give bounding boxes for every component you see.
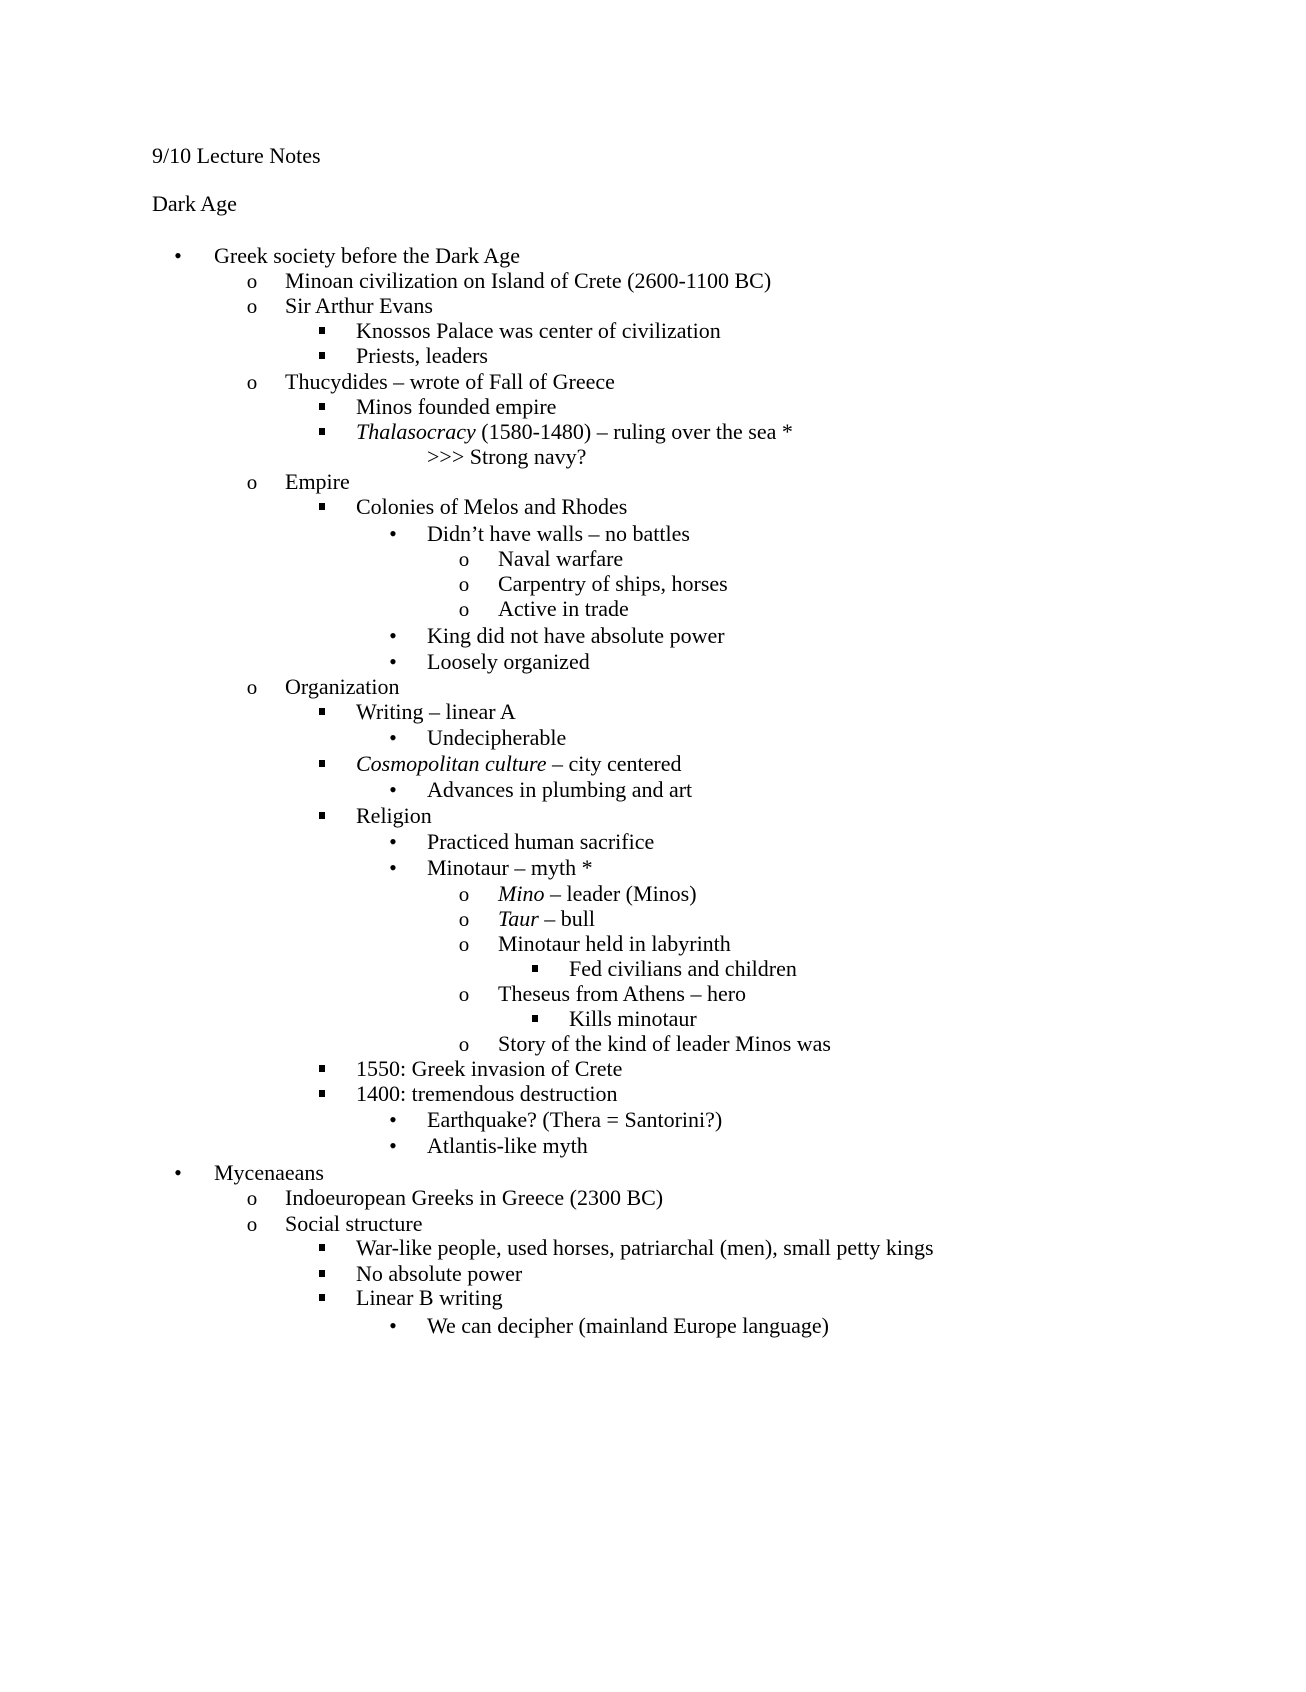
outline-item-text: Sir Arthur Evans: [285, 293, 433, 318]
outline-item-text: Minotaur – myth *: [427, 855, 593, 880]
bullet-circle-icon: o: [246, 294, 258, 318]
bullet-square-icon: [312, 803, 332, 829]
italic-term: Thalasocracy: [356, 419, 476, 444]
bullet-dot-icon: •: [389, 777, 397, 802]
outline-item-text: Advances in plumbing and art: [427, 777, 693, 802]
bullet-dot-icon: •: [389, 725, 397, 750]
bullet-circle-icon: o: [246, 1186, 258, 1210]
italic-term: Taur: [498, 906, 539, 931]
bullet-square-icon: [312, 1285, 332, 1311]
bullet-circle-icon: o: [458, 597, 470, 621]
bullet-square-icon: [312, 1056, 332, 1082]
outline-item-text: Priests, leaders: [356, 343, 488, 368]
outline-item-text: Earthquake? (Thera = Santorini?): [427, 1107, 723, 1132]
outline-item-text: 1400: tremendous destruction: [356, 1081, 618, 1106]
bullet-dot-icon: •: [389, 1313, 397, 1338]
outline-item-text: Religion: [356, 803, 432, 828]
italic-term: Mino: [498, 881, 545, 906]
bullet-dot-icon: •: [389, 521, 397, 546]
bullet-square-icon: [525, 1006, 545, 1032]
outline-item-text: Theseus from Athens – hero: [498, 981, 747, 1006]
section-heading: Dark Age: [152, 191, 237, 216]
outline-item-text: Thucydides – wrote of Fall of Greece: [285, 369, 615, 394]
bullet-circle-icon: o: [246, 1212, 258, 1236]
bullet-square-icon: [312, 699, 332, 725]
outline-item-text: Greek society before the Dark Age: [214, 243, 521, 268]
outline-item-text: King did not have absolute power: [427, 623, 725, 648]
outline-item-text: Loosely organized: [427, 649, 590, 674]
page-title: 9/10 Lecture Notes: [152, 143, 321, 168]
outline-item-text: Undecipherable: [427, 725, 567, 750]
outline-item-text: [498, 906, 595, 932]
bullet-dot-icon: •: [389, 649, 397, 674]
bullet-circle-icon: o: [458, 932, 470, 956]
outline-item-text: Mycenaeans: [214, 1160, 324, 1185]
bullet-circle-icon: o: [458, 882, 470, 906]
bullet-square-icon: [312, 419, 332, 445]
outline-item-text: Colonies of Melos and Rhodes: [356, 494, 628, 519]
outline-item-text: Indoeuropean Greeks in Greece (2300 BC): [285, 1185, 664, 1210]
item-text: – leader (Minos): [544, 881, 697, 906]
outline-item-text: Fed civilians and children: [569, 956, 797, 981]
outline-item-text: Practiced human sacrifice: [427, 829, 655, 854]
outline-item-text: War-like people, used horses, patriarchal (men), small petty kings: [356, 1235, 934, 1260]
bullet-square-icon: [312, 343, 332, 369]
outline-item-text: No absolute power: [356, 1261, 523, 1286]
bullet-square-icon: [312, 394, 332, 420]
outline-item-text: We can decipher (mainland Europe language): [427, 1313, 829, 1338]
outline-item-text: [356, 419, 793, 445]
outline-item-text: Naval warfare: [498, 546, 624, 571]
item-text: – city centered: [546, 751, 682, 776]
bullet-dot-icon: •: [389, 1133, 397, 1158]
outline-item-text: Social structure: [285, 1211, 423, 1236]
outline-item-text: Carpentry of ships, horses: [498, 571, 728, 596]
outline-item-text: 1550: Greek invasion of Crete: [356, 1056, 623, 1081]
outline-item-text: Knossos Palace was center of civilization: [356, 318, 721, 343]
bullet-circle-icon: o: [458, 1032, 470, 1056]
outline-item-text: Active in trade: [498, 596, 629, 621]
item-text: (1580-1480) – ruling over the sea *: [475, 419, 793, 444]
bullet-square-icon: [312, 1235, 332, 1261]
bullet-circle-icon: o: [246, 675, 258, 699]
bullet-dot-icon: •: [174, 1160, 182, 1185]
outline-item-text: [498, 881, 697, 907]
bullet-circle-icon: o: [246, 269, 258, 293]
outline-item-text: Empire: [285, 469, 350, 494]
outline-item-text: Kills minotaur: [569, 1006, 697, 1031]
bullet-dot-icon: •: [174, 243, 182, 268]
bullet-dot-icon: •: [389, 1107, 397, 1132]
outline-item-text: Story of the kind of leader Minos was: [498, 1031, 831, 1056]
outline-item-text: Didn’t have walls – no battles: [427, 521, 690, 546]
bullet-dot-icon: •: [389, 855, 397, 880]
bullet-square-icon: [525, 956, 545, 982]
outline-item-text: Minos founded empire: [356, 394, 557, 419]
outline-item-text: Atlantis-like myth: [427, 1133, 588, 1158]
outline-item-text: Minotaur held in labyrinth: [498, 931, 731, 956]
outline-item-text: Minoan civilization on Island of Crete (2600-1100 BC): [285, 268, 772, 293]
bullet-square-icon: [312, 494, 332, 520]
outline-item-text: Linear B writing: [356, 1285, 503, 1310]
bullet-square-icon: [312, 1261, 332, 1287]
bullet-circle-icon: o: [458, 982, 470, 1006]
bullet-circle-icon: o: [458, 547, 470, 571]
outline-item-text: >>> Strong navy?: [427, 444, 587, 469]
bullet-circle-icon: o: [246, 470, 258, 494]
bullet-dot-icon: •: [389, 623, 397, 648]
bullet-square-icon: [312, 751, 332, 777]
outline-item-text: [356, 751, 681, 777]
bullet-circle-icon: o: [458, 907, 470, 931]
bullet-circle-icon: o: [458, 572, 470, 596]
outline-item-text: Writing – linear A: [356, 699, 516, 724]
item-text: – bull: [538, 906, 596, 931]
bullet-square-icon: [312, 318, 332, 344]
bullet-circle-icon: o: [246, 370, 258, 394]
outline-item-text: Organization: [285, 674, 400, 699]
italic-term: Cosmopolitan culture: [356, 751, 547, 776]
bullet-dot-icon: •: [389, 829, 397, 854]
bullet-square-icon: [312, 1081, 332, 1107]
